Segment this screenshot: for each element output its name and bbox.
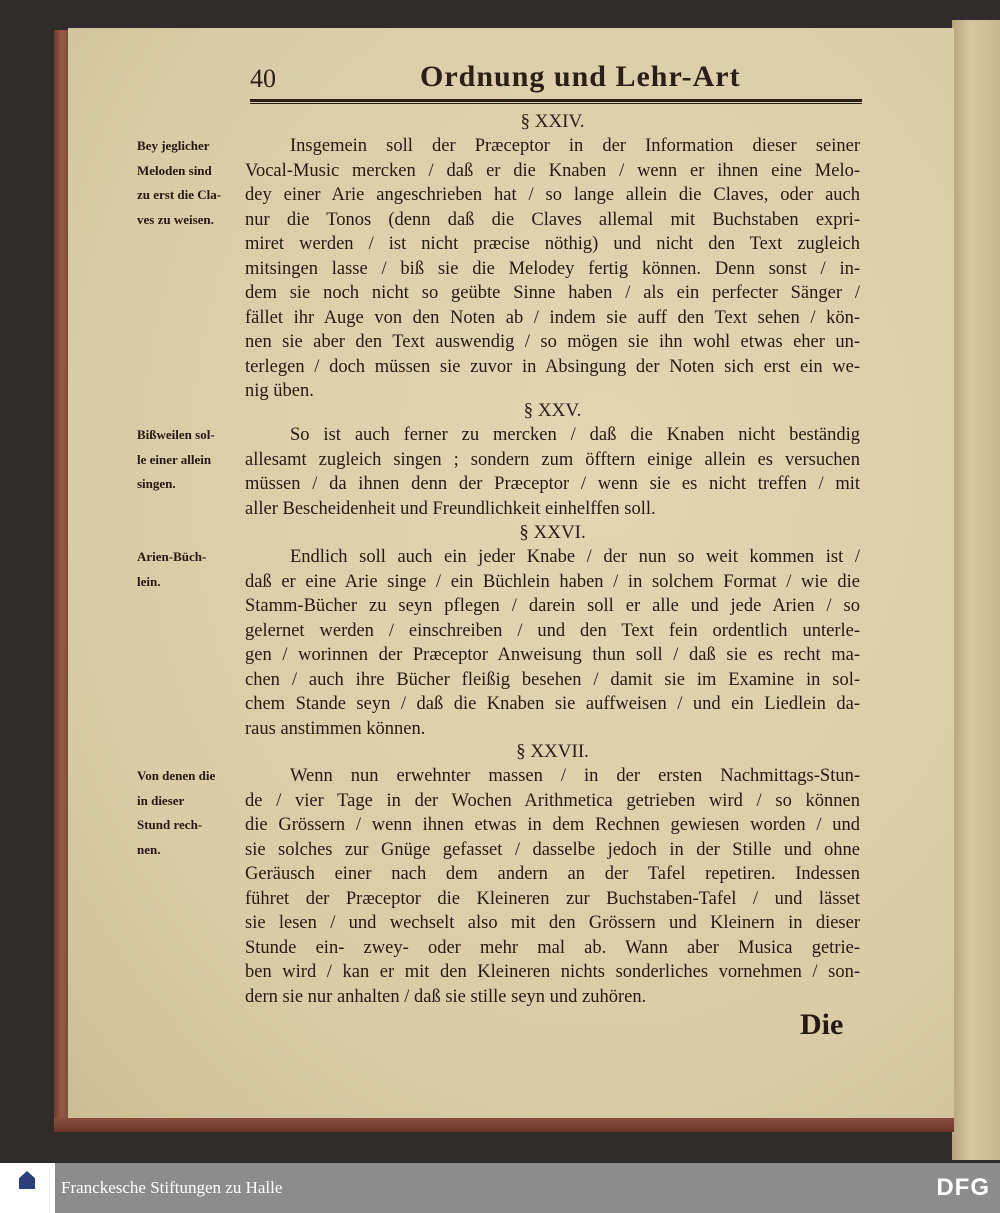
section-heading: § XXV. [523,400,582,421]
dfg-logo[interactable]: DFG [936,1174,990,1201]
facing-page-edge [952,20,1000,1160]
text-line: chen / auch ihre Bücher fleißig besehen / damit sie im Examine in sol- [245,669,860,690]
margin-note [137,423,245,497]
text-line: So ist auch ferner zu mercken / daß die Knaben nicht beständig [290,425,860,445]
margin-note-line: singen. [137,476,176,491]
margin-note [137,134,245,232]
text-line: Geräusch einer nach dem andern an der Tafel repetiren. Indessen [245,864,860,884]
margin-note-line: Arien-Büch- [137,549,207,564]
text-line: die Grössern / wenn ihnen etwas in dem Rechnen gewiesen worden / und [245,815,860,835]
text-line: Stunde ein- zwey- oder mehr mal ab. Wann aber Musica getrie- [245,937,860,958]
margin-note-line: Bey jeglicher [137,138,210,153]
institution-name[interactable]: Franckesche Stiftungen zu Halle [61,1178,283,1197]
text-line: Stamm-Bücher zu seyn pflegen / darein soll er alle und jede Arien / so [245,596,860,616]
institution-logo[interactable] [0,1163,55,1213]
text-line: allesamt zugleich singen ; sondern zum öfftern einige allein es versuchen [245,449,860,470]
text-line: dem sie noch nicht so geübte Sinne haben / als ein perfecter Sänger / [245,283,860,303]
text-line: nur die Tonos (denn daß die Claves allemal mit Buchstaben expri- [245,209,860,230]
margin-note-line: le einer allein [137,451,212,467]
margin-note-line: Von denen die [137,768,216,783]
text-line: müssen / da ihnen denn der Præceptor / wenn sie es nicht treffen / mit [245,474,860,494]
page-number: 40 [250,64,276,93]
margin-note [137,545,245,594]
section-body [245,545,860,741]
building-icon [19,1171,35,1189]
text-line: aller Bescheidenheit und Freundlichkeit einhelffen soll. [245,498,656,519]
text-line: daß er eine Arie singe / ein Büchlein haben / in solchem Format / wie die [245,571,860,592]
margin-note [137,764,245,862]
text-line: miret werden / ist nicht præcise nöthig) und nicht den Text zugleich [245,234,860,254]
text-line: Insgemein soll der Præceptor in der Information dieser seiner [290,136,860,156]
text-line: führet der Præceptor die Kleineren zur Buchstaben-Tafel / und lässet [245,888,860,909]
text-line: Endlich soll auch ein jeder Knabe / der nun so weit kommen ist / [290,547,860,567]
margin-note-line: ves zu weisen. [137,211,214,227]
running-title: Ordnung und Lehr-Art [420,60,741,93]
text-line: ben wird / kan er mit den Kleineren nichts sonderliches vornehmen / son- [245,962,860,982]
section-body [245,764,860,1009]
margin-note-line: nen. [137,841,161,857]
text-line: dey einer Arie angeschrieben hat / so lange allein die Claves, oder auch [245,185,860,205]
text-line: Wenn nun erwehnter massen / in der ersten Nachmittags-Stun- [290,766,860,786]
section-body [245,423,860,521]
margin-note-line: lein. [137,573,161,589]
section-heading: § XXIV. [520,111,585,132]
book-edge-bottom [54,1118,954,1132]
text-line: gen / worinnen der Præceptor Anweisung thun soll / daß sie es recht ma- [245,645,860,665]
text-line: Vocal-Music mercken / daß er die Knaben / wenn er ihnen eine Melo- [245,160,860,181]
text-line: chem Stande seyn / daß die Knaben sie auffweisen / und ein Liedlein da- [245,694,860,714]
text-line: fället ihr Auge von den Noten ab / indem sie auff den Text sehen / kön- [245,307,860,328]
text-line: gelernet werden / einschreiben / und den Text fein ordentlich unterle- [245,620,860,641]
margin-note-line: in dieser [137,792,185,808]
text-line: dern sie nur anhalten / daß sie stille seyn und zuhören. [245,986,647,1007]
catchword: Die [800,1008,844,1041]
margin-note-line: Stund rech- [137,817,203,832]
text-line: sie solches zur Gnüge gefasset / dasselbe jedoch in der Stille und ohne [245,839,860,860]
text-line: mitsingen lasse / biß sie die Melodey fertig können. Denn sonst / in- [245,258,860,279]
margin-note-line: zu erst die Cla- [137,187,222,202]
section-heading: § XXVI. [519,522,586,543]
margin-note-line: Meloden sind [137,162,212,178]
text-line: nen sie aber den Text auswendig / so mögen sie ihn wohl etwas eher un- [245,332,860,352]
margin-note-line: Bißweilen sol- [137,427,215,442]
text-line: nig üben. [245,381,314,401]
text-line: raus anstimmen können. [245,718,426,739]
header-rule-thin [250,103,862,104]
text-line: sie lesen / und wechselt also mit den Grössern und Kleinern in dieser [245,913,860,933]
section-body [245,134,860,404]
header-rule [250,99,862,102]
text-line: terlegen / doch müssen sie zuvor in Absingung der Noten sich erst ein we- [245,356,860,377]
viewer-footer [0,1163,1000,1213]
section-heading: § XXVII. [516,741,589,762]
text-line: de / vier Tage in der Wochen Arithmetica getrieben wird / so können [245,790,860,811]
